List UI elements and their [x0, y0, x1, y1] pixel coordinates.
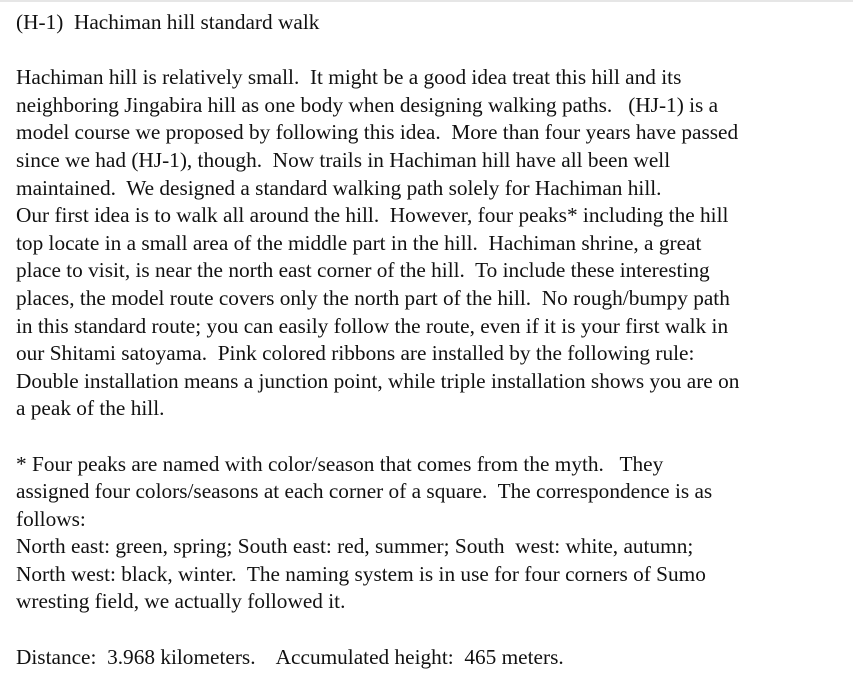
text-line: places, the model route covers only the north part of the hill. No rough/bumpy path — [16, 285, 730, 310]
distance-summary: Distance: 3.968 kilometers. Accumulated height: 465 meters. — [16, 644, 564, 669]
text-line: since we had (HJ-1), though. Now trails in Hachiman hill have all been well — [16, 147, 671, 172]
blank-line — [16, 616, 846, 644]
text-line: neighboring Jingabira hill as one body when designing walking paths. (HJ-1) is a — [16, 92, 719, 117]
text-line: a peak of the hill. — [16, 396, 165, 421]
blank-line — [16, 37, 846, 65]
text-line: maintained. We designed a standard walking path solely for Hachiman hill. — [16, 175, 662, 200]
text-line: wresting field, we actually followed it. — [16, 589, 346, 614]
text-line: place to visit, is near the north east corner of the hill. To include these interesting — [16, 258, 710, 283]
text-line: top locate in a small area of the middle part in the hill. Hachiman shrine, a great — [16, 230, 702, 255]
footnote-paragraph — [16, 451, 846, 617]
text-line: follows: — [16, 506, 86, 531]
top-divider — [0, 0, 853, 2]
text-line: North east: green, spring; South east: red, summer; South west: white, autumn; — [16, 534, 694, 559]
text-line: North west: black, winter. The naming system is in use for four corners of Sumo — [16, 561, 706, 586]
text-line: Double installation means a junction point, while triple installation shows you are on — [16, 368, 740, 393]
blank-line — [16, 423, 846, 451]
text-line: our Shitami satoyama. Pink colored ribbons are installed by the following rule: — [16, 341, 695, 366]
document-body — [16, 9, 846, 671]
route-paragraph — [16, 202, 846, 423]
document-title: (H-1) Hachiman hill standard walk — [16, 10, 320, 34]
text-line: in this standard route; you can easily follow the route, even if it is your first walk in — [16, 313, 729, 338]
text-line: model course we proposed by following this idea. More than four years have passed — [16, 120, 739, 145]
text-line: assigned four colors/seasons at each corner of a square. The correspondence is as — [16, 479, 713, 504]
text-line: Hachiman hill is relatively small. It might be a good idea treat this hill and its — [16, 65, 682, 90]
intro-paragraph — [16, 64, 846, 202]
text-line: Our first idea is to walk all around the hill. However, four peaks* including the hill — [16, 203, 729, 228]
text-line: * Four peaks are named with color/season that comes from the myth. They — [16, 451, 664, 476]
